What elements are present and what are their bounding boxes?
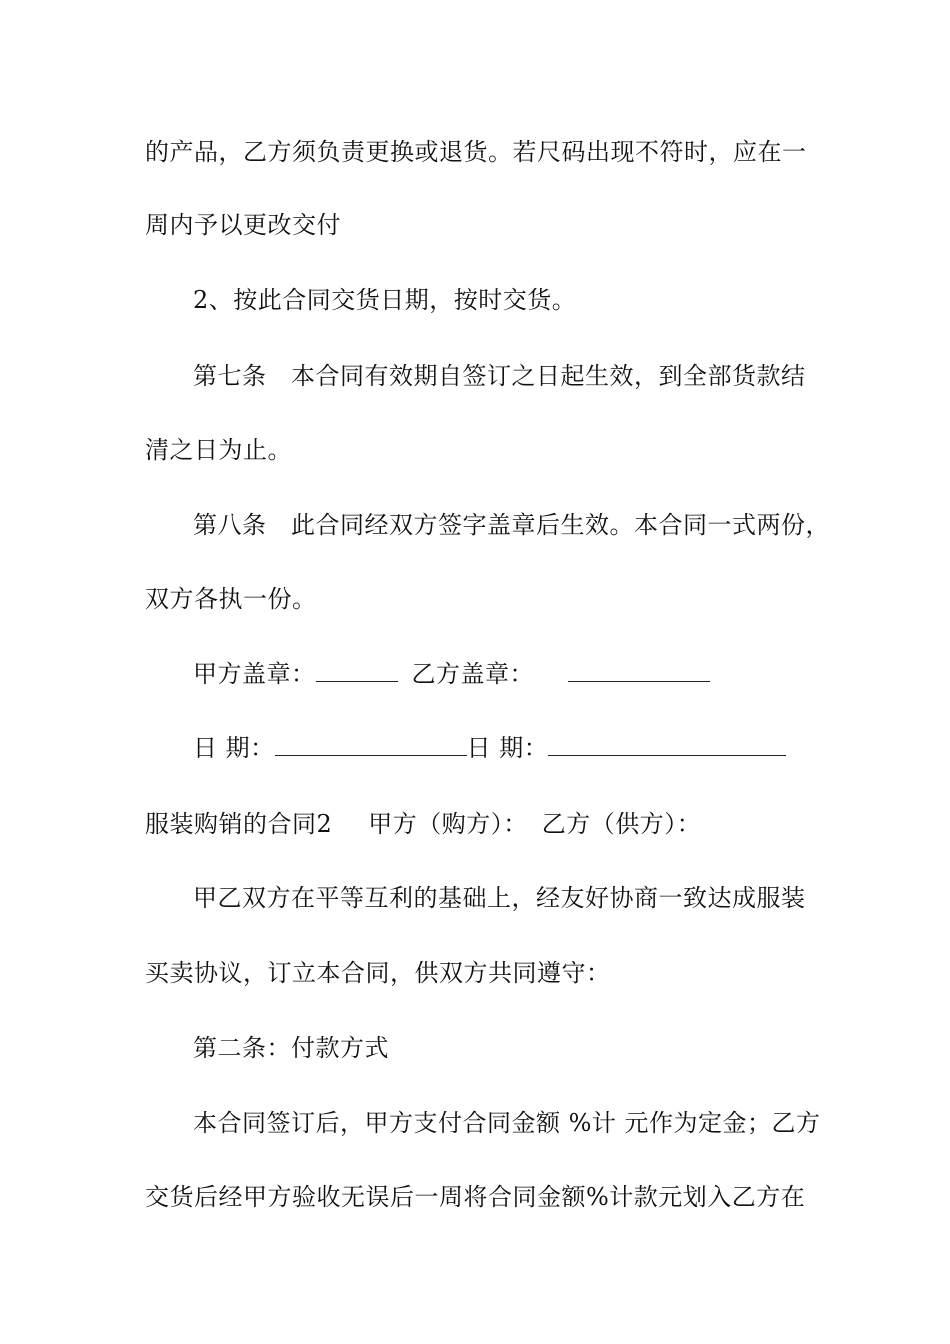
paragraph-line: 周内予以更改交付 — [145, 211, 341, 239]
clause-delivery-date: 2、按此合同交货日期，按时交货。 — [193, 286, 577, 314]
clause-eight: 第八条 此合同经双方签字盖章后生效。本合同一式两份， — [193, 511, 830, 539]
paragraph-line: 双方各执一份。 — [145, 585, 317, 613]
party-a-seal-label: 甲方盖章： — [193, 660, 316, 688]
date-line — [193, 732, 786, 764]
party-a-seal-blank — [316, 659, 398, 682]
date-a-blank — [275, 733, 467, 756]
seal-line — [193, 658, 710, 690]
contract2-title: 服装购销的合同2 — [145, 810, 333, 838]
date-a-label: 日 期： — [193, 734, 275, 762]
paragraph-line: 甲乙双方在平等互利的基础上，经友好协商一致达成服装 — [193, 884, 806, 912]
buyer-label: 甲方（购方）： — [368, 810, 528, 838]
paragraph-line: 交货后经甲方验收无误后一周将合同金额%计款元划入乙方在 — [145, 1183, 806, 1211]
date-b-label: 日 期： — [466, 734, 549, 762]
paragraph-line: 的产品，乙方须负责更换或退货。若尺码出现不符时，应在一 — [145, 138, 807, 166]
clause-two-heading: 第二条：付款方式 — [193, 1034, 389, 1062]
clause-seven: 第七条 本合同有效期自签订之日起生效，到全部货款结 — [193, 362, 806, 390]
date-b-blank — [548, 733, 786, 756]
party-b-seal-label: 乙方盖章： — [411, 660, 534, 688]
party-b-seal-blank — [568, 659, 710, 682]
seller-label: 乙方（供方）： — [541, 810, 702, 838]
paragraph-line: 清之日为止。 — [145, 436, 292, 464]
contract2-header — [145, 808, 701, 840]
paragraph-line: 本合同签订后，甲方支付合同金额 %计 元作为定金；乙方 — [193, 1109, 821, 1137]
paragraph-line: 买卖协议，订立本合同，供双方共同遵守： — [145, 959, 611, 987]
